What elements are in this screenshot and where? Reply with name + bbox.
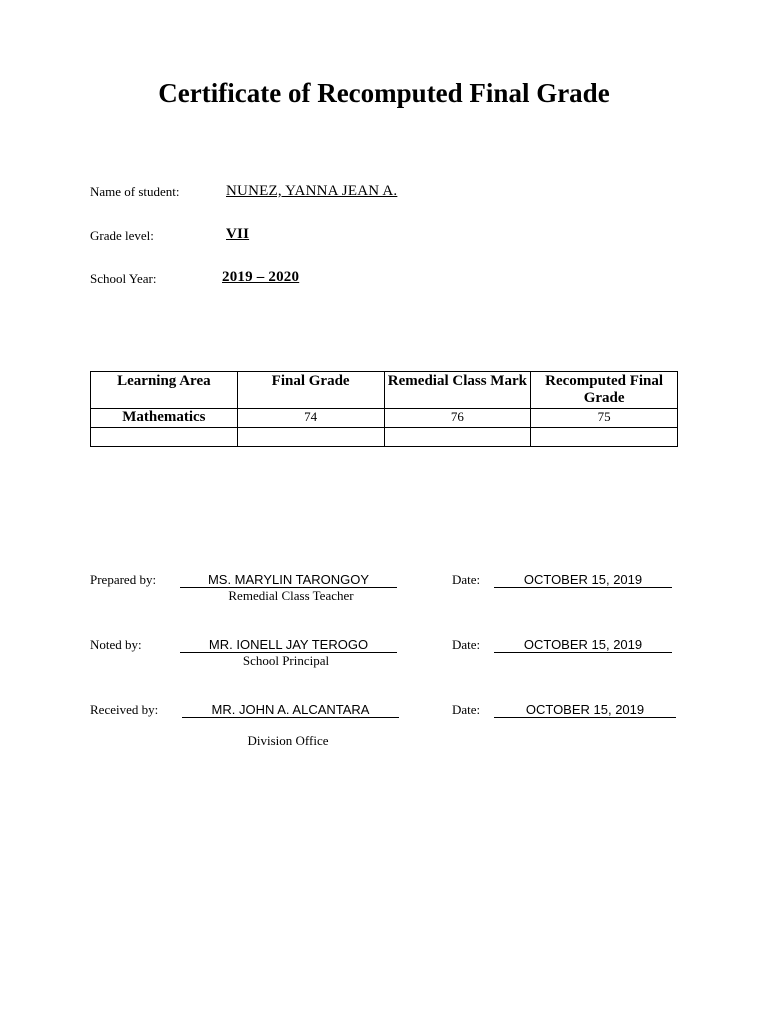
noted-date-label: Date:	[452, 637, 481, 652]
header-final-grade: Final Grade	[237, 372, 384, 409]
school-year-label: School Year:	[90, 271, 157, 286]
empty-cell	[531, 428, 678, 447]
empty-cell	[237, 428, 384, 447]
noted-date-value: OCTOBER 15, 2019	[494, 637, 672, 653]
table-row	[91, 428, 678, 447]
empty-cell	[384, 428, 531, 447]
recomputed-grade-cell: 75	[531, 409, 678, 428]
prepared-by-name: MS. MARYLIN TARONGOY	[180, 572, 397, 588]
received-date-label: Date:	[452, 702, 481, 717]
noted-by-role: School Principal	[242, 653, 330, 668]
student-name-value: NUNEZ, YANNA JEAN A.	[226, 183, 398, 199]
table-header-row	[91, 372, 678, 409]
student-name-label: Name of student:	[90, 184, 180, 199]
header-recomputed-final-grade: Recomputed Final Grade	[531, 372, 678, 409]
grades-table	[90, 371, 678, 447]
received-by-name: MR. JOHN A. ALCANTARA	[182, 702, 399, 718]
prepared-by-role: Remedial Class Teacher	[228, 588, 354, 603]
noted-by-label: Noted by:	[90, 637, 142, 652]
received-date-value: OCTOBER 15, 2019	[494, 702, 676, 718]
final-grade-cell: 74	[237, 409, 384, 428]
grade-level-label: Grade level:	[90, 228, 154, 243]
remedial-mark-cell: 76	[384, 409, 531, 428]
prepared-by-label: Prepared by:	[90, 572, 157, 587]
grade-level-value: VII	[226, 226, 250, 242]
prepared-date-value: OCTOBER 15, 2019	[494, 572, 672, 588]
page-title: Certificate of Recomputed Final Grade	[158, 78, 610, 108]
table-row	[91, 409, 678, 428]
school-year-value: 2019 – 2020	[222, 269, 300, 285]
received-by-role: Division Office	[247, 733, 329, 748]
header-remedial-class-mark: Remedial Class Mark	[384, 372, 531, 409]
received-by-label: Received by:	[90, 702, 159, 717]
noted-by-name: MR. IONELL JAY TEROGO	[180, 637, 397, 653]
header-learning-area: Learning Area	[91, 372, 238, 409]
empty-cell	[91, 428, 238, 447]
prepared-date-label: Date:	[452, 572, 481, 587]
learning-area-cell: Mathematics	[91, 409, 238, 428]
